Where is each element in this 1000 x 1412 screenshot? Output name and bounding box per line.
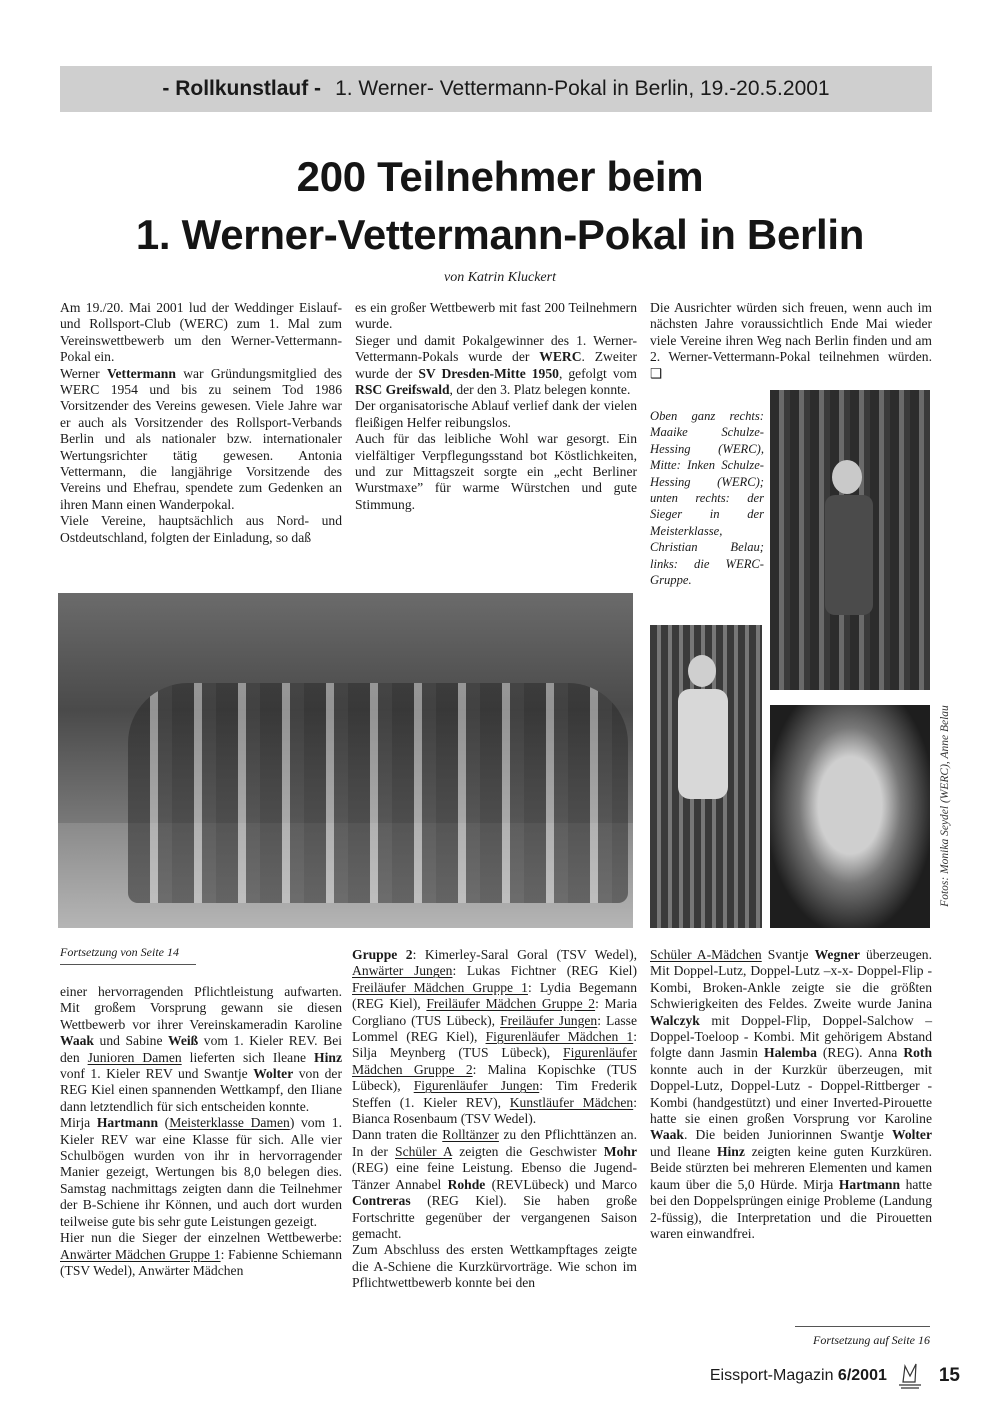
bold-name: Gruppe 2 bbox=[352, 947, 413, 962]
text-run: Zum Abschluss des ersten Wettkampftages zeigte die A-Schiene die Kurzkürvorträge. Wie schon im Pflichtwettbewerb konnte bei den bbox=[352, 1242, 637, 1291]
text-run: Viele Vereine, hauptsächlich aus Nord- und Ostdeutschland, folgten der Einladung, so daß bbox=[60, 513, 342, 545]
text-run: ( bbox=[158, 1115, 170, 1131]
bold-name: Hinz bbox=[716, 1143, 745, 1159]
bold-name: Hartmann bbox=[96, 1115, 159, 1131]
text-run: zeigten keine guten Kurzküren. Beide stürzten bei mehreren Elementen und kamen kaum über die 5,0 Hürde. Mirja bbox=[650, 1143, 932, 1192]
category-label: Figurenläufer Jungen bbox=[413, 1078, 540, 1094]
category-label: Meisterklasse Damen bbox=[169, 1115, 290, 1131]
paragraph bbox=[650, 947, 932, 1242]
text-run: vonf 1. Kieler REV und Swantje bbox=[60, 1066, 254, 1082]
text-run: : Bianca Rosenbaum (TSV Wedel). bbox=[352, 1094, 637, 1127]
skate-wing-logo-icon bbox=[897, 1362, 923, 1390]
bold-name: Waak bbox=[60, 1033, 94, 1049]
category-label: Schüler A bbox=[395, 1143, 453, 1159]
text-run: mit Doppel-Flip, Doppel-Salchow – Doppel-Toeloop - Kombi. Mit gehörigem Abstand folgte dann Jasmin bbox=[650, 1012, 932, 1061]
text-run: überzeugen. Mit Doppel-Lutz, Doppel-Lutz –x-x- Doppel-Flip - Kombi, Broken-Ankle zeigte sie die größten Schwierigkeiten des Feldes. Zweite wurde Janina bbox=[650, 947, 932, 1012]
column-6 bbox=[650, 947, 932, 1242]
text-run: es ein großer Wettbewerb mit fast 200 Teilnehmern wurde. bbox=[355, 300, 637, 332]
text-run: : Kimerley-Saral Goral (TSV Wedel), bbox=[412, 947, 637, 962]
article-title bbox=[40, 148, 960, 264]
column-2 bbox=[355, 300, 637, 513]
text-run: vom 1. Kieler REV. Bei den bbox=[60, 1033, 343, 1065]
paragraph bbox=[60, 1115, 342, 1230]
paragraph bbox=[60, 1230, 342, 1279]
category-label: Figurenläufer Mädchen Gruppe 2 bbox=[352, 1045, 637, 1077]
bold-name: Wolter bbox=[253, 1066, 294, 1082]
title-line-1: 200 Teilnehmer beim bbox=[296, 153, 704, 200]
bold-name: Wolter bbox=[891, 1127, 932, 1143]
photo-christian-belau bbox=[770, 705, 930, 928]
text-run: Der organisatorische Ablauf verlief dank der vielen fleißigen Helfer reibungslos. bbox=[355, 398, 637, 430]
column-5 bbox=[352, 947, 637, 1292]
bold-name: Contreras bbox=[352, 1193, 411, 1209]
text-run: : Tim Frederik Steffen (1. Kieler REV), bbox=[352, 1078, 637, 1110]
event-label: 1. Werner- Vettermann-Pokal in Berlin, 19.-20.5.2001 bbox=[335, 77, 830, 100]
text-run: : Silja Meynberg (TUS Lübeck), bbox=[352, 1029, 637, 1061]
photo-caption: Oben ganz rechts: Maaike Schulze-Hessing (WERC), Mitte: Inken Schulze-Hessing (WERC); unten rechts: der Sieger in der Meisterklasse, Christian Belau; links: die WERC-Gruppe. bbox=[650, 409, 764, 588]
bold-name: RSC Greifswald bbox=[355, 382, 450, 398]
continued-from-note: Fortsetzung von Seite 14 bbox=[60, 945, 196, 965]
column-4 bbox=[60, 984, 342, 1279]
text-run: Dann traten die bbox=[352, 1127, 443, 1143]
text-run: , gefolgt vom bbox=[558, 365, 637, 381]
category-label: Freiläufer Mädchen Gruppe 2 bbox=[426, 996, 596, 1012]
photo-inken-schulze-hessing bbox=[650, 625, 762, 928]
category-label: Junioren Damen bbox=[87, 1049, 182, 1065]
text-run: hatte bei den Doppelsprüngen einige Probleme (Landung 2-füssig), die Interpretation und die Pirouetten waren einwandfrei. bbox=[650, 1176, 932, 1241]
category-label: Anwärter Mädchen Gruppe 1 bbox=[60, 1246, 221, 1262]
text-run: (REVLübeck) und Marco bbox=[485, 1176, 637, 1192]
text-run: Hier nun die Sieger der einzelnen Wettbewerbe: bbox=[60, 1230, 342, 1246]
text-run: : Malina Kopischke (TUS Lübeck), bbox=[352, 1061, 637, 1094]
text-run: ) vom 1. Kieler REV war eine Klasse für sich. Alle vier Schulbögen wurden von ihr in hervorragender Manier gezeigt, Wertungen bis 8,0 belegen dies. Samstag nachmittags zeigten dann die Teilnehmer der B-Schiene ihr Können, und auch dort wurden teilweise gute bis sehr gute Leistungen gezeigt. bbox=[60, 1115, 342, 1229]
page-footer bbox=[700, 1362, 960, 1390]
text-run: Am 19./20. Mai 2001 lud der Weddinger Eislauf- und Rollsport-Club (WERC) zum 1. Mal zum Vereinswettbewerb um den Werner-Vettermann-Pokal ein. bbox=[60, 300, 342, 365]
continued-to-note: Fortsetzung auf Seite 16 bbox=[795, 1326, 930, 1348]
paragraph bbox=[352, 947, 637, 1127]
paragraph bbox=[355, 431, 637, 513]
bold-name: Hinz bbox=[314, 1049, 342, 1065]
section-header-band bbox=[60, 66, 932, 112]
paragraph bbox=[355, 333, 637, 399]
text-run: Auch für das leibliche Wohl war gesorgt. Ein vielfältiger Verpflegungsstand bot Köstlichkeiten, und zur Mittagszeit sorgte ein „echt Berliner Wurstmaxe” für warme Würstchen und gute Stimmung. bbox=[355, 431, 637, 512]
paragraph bbox=[352, 1127, 637, 1242]
text-run: : Fabienne Schiemann (TSV Wedel), Anwärter Mädchen bbox=[60, 1246, 342, 1278]
paragraph bbox=[650, 300, 932, 382]
column-3-text bbox=[650, 300, 932, 382]
text-run: zeigten die Geschwister bbox=[452, 1143, 604, 1159]
text-run: : Lydia Begemann (REG Kiel), bbox=[352, 979, 637, 1012]
photo-credit: Fotos: Monika Seydel (WERC), Anne Belau bbox=[939, 705, 951, 907]
paragraph bbox=[60, 300, 342, 366]
magazine-name: Eissport-Magazin bbox=[709, 1367, 834, 1384]
text-run: und Sabine bbox=[94, 1033, 169, 1049]
text-run: Svantje bbox=[761, 947, 815, 962]
text-run: Die Ausrichter würden sich freuen, wenn auch im nächsten Jahre voraussichtlich Ende Mai wieder viele Vereine ihren Weg nach Berlin finden und am 2. Werner-Vettermann-Pokal teilnehmen würden. ❑ bbox=[650, 300, 932, 381]
section-label: - Rollkunstlauf - bbox=[162, 77, 322, 100]
text-run: . Die beiden Juniorinnen Swantje bbox=[684, 1127, 892, 1143]
bold-name: Rohde bbox=[447, 1176, 486, 1192]
bold-name: Hartmann bbox=[838, 1176, 901, 1192]
text-run: : Lasse Lommel (REG Kiel), bbox=[352, 1012, 637, 1045]
paragraph bbox=[355, 300, 637, 333]
text-run: . Zweiter wurde der bbox=[355, 349, 637, 381]
text-run: , der den 3. Platz belegen konnte. bbox=[449, 382, 631, 398]
category-label: Schüler A-Mädchen bbox=[650, 947, 762, 962]
paragraph bbox=[60, 366, 342, 514]
text-run: (REG Kiel). Sie haben große Fortschritte gegenüber der vergangenen Saison gemacht. bbox=[352, 1193, 637, 1241]
bold-name: Wegner bbox=[814, 947, 860, 962]
text-run: war Gründungsmitglied des WERC 1954 und bis zu seinem Tod 1986 Vorsitzender des Vereins gewesen. Viele Jahre war er auch als Vorsitzender des Rollsport-Verbands Berlin und als nationaler bzw. internationaler Wertungsrichter tätig gewesen. Antonia Vettermann, die langjährige Vorsitzende des Vereins und Ehefrau, spendete zum Gedenken an ihren Mann einen Wanderpokal. bbox=[60, 365, 342, 512]
photo-maaike-schulze-hessing bbox=[770, 390, 930, 690]
issue-number: 6/2001 bbox=[837, 1367, 887, 1384]
text-run: zu den Pflichttänzen an. In der bbox=[352, 1127, 637, 1159]
text-run: : Maria Corgliano (TUS Lübeck), bbox=[352, 996, 638, 1028]
category-label: Freiläufer Jungen bbox=[500, 1012, 598, 1028]
category-label: Figurenläufer Mädchen 1 bbox=[485, 1029, 634, 1045]
photo-werc-group bbox=[58, 593, 633, 928]
text-run: konnte auch in der Kurzkür überzeugen, mit Doppel-Lutz, Doppel-Lutz - Doppel-Rittberger - Kombi (handgestützt) und einer Inverted-Pirouette hatte sie einen großen Vorsprung vor Karoline bbox=[650, 1061, 932, 1127]
text-run: : Lukas Fichtner (REG Kiel) bbox=[452, 963, 637, 979]
text-run: Sieger und damit Pokalgewinner des 1. Werner-Vettermann-Pokals wurde der bbox=[355, 332, 637, 365]
category-label: Freiläufer Mädchen Gruppe 1 bbox=[352, 979, 528, 995]
paragraph bbox=[352, 1242, 637, 1291]
paragraph bbox=[355, 398, 637, 431]
paragraph bbox=[60, 984, 342, 1115]
bold-name: Roth bbox=[903, 1045, 933, 1061]
text-run: (REG). Anna bbox=[816, 1045, 904, 1061]
category-label: Rolltänzer bbox=[442, 1127, 499, 1143]
text-run: und Ileane bbox=[650, 1143, 717, 1159]
bold-name: Weiß bbox=[168, 1033, 199, 1049]
text-run: einer hervorragenden Pflichtleistung aufwarten. Mit großem Vorsprung gewann sie diesen Wettbewerb vor ihrer Vereinskameradin Karoline bbox=[60, 984, 342, 1032]
bold-name: Waak bbox=[650, 1127, 684, 1143]
text-run: Mirja bbox=[60, 1115, 97, 1131]
byline: von Katrin Kluckert bbox=[444, 270, 556, 285]
page-number: 15 bbox=[938, 1365, 960, 1386]
text-run: (REG) eine feine Leistung. Ebenso die Jugend-Tänzer Annabel bbox=[352, 1160, 637, 1192]
title-line-2: 1. Werner-Vettermann-Pokal in Berlin bbox=[135, 211, 865, 258]
paragraph bbox=[60, 513, 342, 546]
bold-name: SV Dresden-Mitte 1950 bbox=[418, 365, 559, 381]
text-run: von der REG Kiel einen spannenden Wettkampf, den Iliane dann letztendlich für sich entscheiden konnte. bbox=[60, 1066, 342, 1114]
text-run: lieferten sich Ileane bbox=[181, 1049, 315, 1065]
bold-name: Halemba bbox=[764, 1045, 817, 1061]
category-label: Kunstläufer Mädchen bbox=[509, 1094, 634, 1110]
column-1 bbox=[60, 300, 342, 546]
text-run: Werner bbox=[60, 365, 107, 381]
bold-name: Vettermann bbox=[106, 365, 176, 381]
bold-name: WERC bbox=[539, 349, 582, 365]
category-label: Anwärter Jungen bbox=[352, 963, 453, 979]
bold-name: Mohr bbox=[603, 1143, 637, 1159]
bold-name: Walczyk bbox=[650, 1012, 700, 1028]
